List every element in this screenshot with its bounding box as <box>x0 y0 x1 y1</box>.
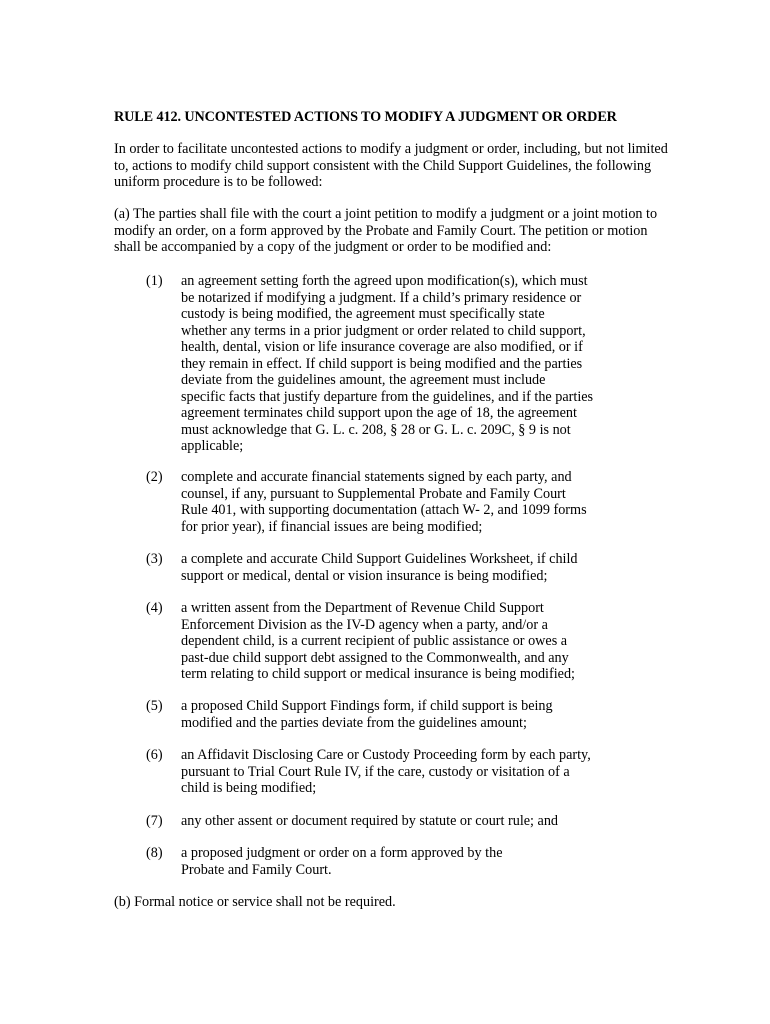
item-text <box>181 813 621 830</box>
item-number: (6) <box>146 747 163 763</box>
item-line: any other assent or document required by statute or court rule; and <box>181 813 559 829</box>
intro-line: uniform procedure is to be followed: <box>114 174 323 190</box>
item-line: for prior year), if financial issues are being modified; <box>181 518 483 535</box>
intro-paragraph <box>114 141 674 191</box>
item-line: dependent child, is a current recipient of public assistance or owes a <box>181 633 568 649</box>
item-line: term relating to child support or medical insurance is being modified; <box>181 666 575 682</box>
item-text <box>181 747 621 797</box>
item-text <box>181 551 621 584</box>
section-a-line: (a) The parties shall file with the court a joint petition to modify a judgment or a joint motion to <box>114 206 658 222</box>
item-line: health, dental, vision or life insurance coverage are also modified, or if <box>181 339 583 355</box>
item-line: a complete and accurate Child Support Guidelines Worksheet, if child <box>181 551 578 567</box>
item-number: (4) <box>146 600 163 616</box>
item-line: be notarized if modifying a judgment. If a child’s primary residence or <box>181 289 582 306</box>
item-line: deviate from the guidelines amount, the agreement must include <box>181 372 546 388</box>
item-line: past-due child support debt assigned to the Commonwealth, and any <box>181 649 569 666</box>
item-text <box>181 273 621 455</box>
intro-line: In order to facilitate uncontested actions to modify a judgment or order, including, but not limited <box>114 141 668 157</box>
item-text <box>181 600 621 683</box>
item-line: Enforcement Division as the IV-D agency when a party, and/or a <box>181 616 548 633</box>
rule-title: RULE 412. UNCONTESTED ACTIONS TO MODIFY A JUDGMENT OR ORDER <box>114 109 617 125</box>
item-text <box>181 845 621 878</box>
item-line: complete and accurate financial statements signed by each party, and <box>181 469 572 485</box>
item-line: an Affidavit Disclosing Care or Custody Proceeding form by each party, <box>181 747 591 763</box>
intro-line: to, actions to modify child support consistent with the Child Support Guidelines, the following <box>114 157 652 174</box>
section-a-line: shall be accompanied by a copy of the judgment or order to be modified and: <box>114 239 552 255</box>
item-line: agreement terminates child support upon the age of 18, the agreement <box>181 405 577 421</box>
item-line: specific facts that justify departure from the guidelines, and if the parties <box>181 388 594 405</box>
item-line: custody is being modified, the agreement must specifically state <box>181 306 545 322</box>
item-number: (5) <box>146 698 163 714</box>
item-number: (7) <box>146 813 163 829</box>
section-b-paragraph <box>114 894 674 911</box>
item-line: they remain in effect. If child support is being modified and the parties <box>181 355 583 372</box>
item-line: support or medical, dental or vision insurance is being modified; <box>181 567 548 584</box>
item-text <box>181 469 621 535</box>
item-line: modified and the parties deviate from the guidelines amount; <box>181 714 527 731</box>
item-line: whether any terms in a prior judgment or order related to child support, <box>181 322 586 339</box>
item-text <box>181 698 621 731</box>
item-line: an agreement setting forth the agreed upon modification(s), which must <box>181 273 588 289</box>
item-number: (2) <box>146 469 163 485</box>
item-line: counsel, if any, pursuant to Supplemental Probate and Family Court <box>181 485 566 502</box>
item-line: child is being modified; <box>181 780 317 796</box>
item-number: (1) <box>146 273 163 289</box>
item-line: a proposed judgment or order on a form approved by the <box>181 845 503 861</box>
item-line: pursuant to Trial Court Rule IV, if the care, custody or visitation of a <box>181 763 570 780</box>
item-line: a written assent from the Department of Revenue Child Support <box>181 600 544 616</box>
section-a-paragraph <box>114 206 674 256</box>
item-line: a proposed Child Support Findings form, if child support is being <box>181 698 553 714</box>
item-line: Rule 401, with supporting documentation (attach W- 2, and 1099 forms <box>181 502 587 518</box>
item-line: must acknowledge that G. L. c. 208, § 28 or G. L. c. 209C, § 9 is not <box>181 421 571 438</box>
item-number: (8) <box>146 845 163 861</box>
item-line: Probate and Family Court. <box>181 861 332 878</box>
item-number: (3) <box>146 551 163 567</box>
section-a-line: modify an order, on a form approved by the Probate and Family Court. The petition or motion <box>114 222 648 239</box>
section-b-line: (b) Formal notice or service shall not be required. <box>114 894 396 910</box>
item-line: applicable; <box>181 438 244 454</box>
